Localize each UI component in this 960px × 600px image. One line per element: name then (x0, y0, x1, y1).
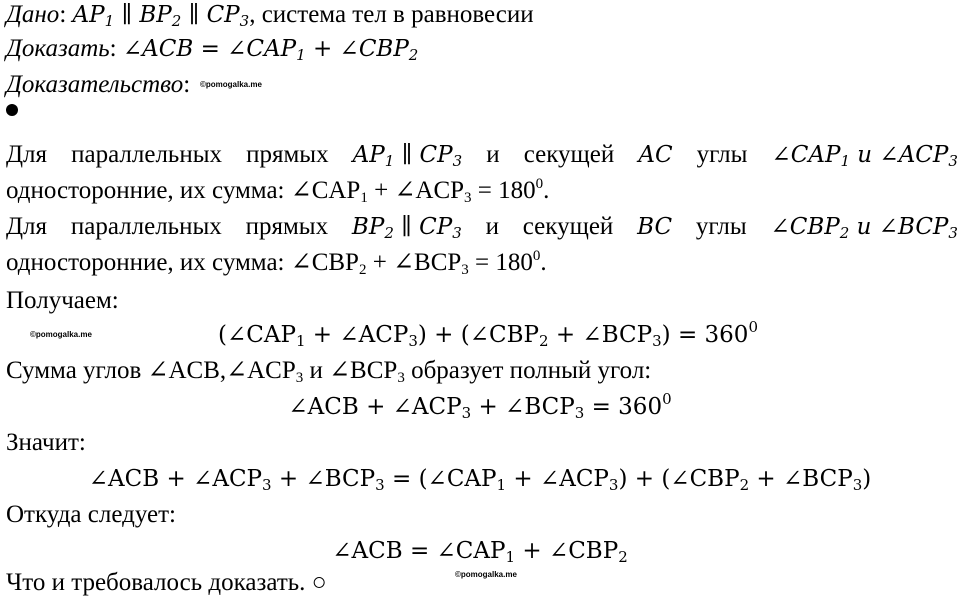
watermark-middle: ©pomogalka.me (30, 330, 92, 339)
p1-w4: и (486, 141, 500, 168)
given-label: Дано (6, 1, 60, 28)
p2-w8: $\angle CBP_2$ и $\angle BCP_3$ (770, 214, 958, 242)
para2-line2: односторонние, их сумма: $\angle CBP_2$ + $\angle BCP_3 = 180^0$. (6, 248, 547, 278)
given-line: Дано: $AP_1$ ∥ $BP_2$ ∥ $CP_3$, система тел в равновесии (6, 1, 534, 30)
para1-line2: односторонние, их сумма: $\angle CAP_1$ + $\angle ACP_3 = 180^0$. (6, 176, 550, 206)
p1-w0: Для (6, 141, 48, 168)
qed-line: Что и требовалось доказать. ○ (6, 569, 327, 596)
p1-w6: AC (638, 142, 673, 168)
p2-w0: Для (6, 213, 48, 240)
equation-3: ∠ACB + $\angle ACP_3$ + $\angle BCP_3$ = ($\angle CAP_1$ + $\angle ACP_3$) + ($\angle CBP_2$ + $\angle BCP_3$) (88, 466, 872, 494)
p2-w4: и (485, 213, 499, 240)
p2-w7: углы (695, 213, 747, 240)
equation-2: ∠ACB + $\angle ACP_3$ + $\angle BCP_3 = 360^0$ (288, 390, 672, 422)
p2-w2: прямых (245, 213, 329, 240)
p1-w1: параллельных (71, 141, 223, 168)
p1-w8: $\angle CAP_1$ и $\angle ACP_3$ (771, 142, 958, 170)
p1-w2: прямых (246, 141, 329, 168)
p1-w7: углы (696, 141, 748, 168)
bullet (6, 104, 18, 116)
prove-line: Доказать: ∠ACB = $\angle CAP_1$ + $\angle CBP_2$ (6, 35, 419, 64)
sum-line: Сумма углов $\angle ACB,\angle ACP_3$ и $\angle BCP_3$ образует полный угол: (6, 357, 652, 386)
p1-w5: секущей (523, 141, 615, 168)
p2-w1: параллельных (70, 213, 222, 240)
follows-line: Откуда следует: (6, 501, 176, 528)
para1-line1 (6, 140, 958, 170)
given-math: $AP_1$ ∥ $BP_2$ ∥ $CP_3$ (72, 2, 250, 30)
equation-4: ∠ACB = $\angle CAP_1$ + $\angle CBP_2$ (332, 538, 628, 566)
p2-w5: секущей (522, 213, 614, 240)
prove-math: ∠ACB = $\angle CAP_1$ + $\angle CBP_2$ (122, 36, 419, 64)
equation-1: ($\angle CAP_1$ + $\angle ACP_3$) + ($\angle CBP_2$ + $\angle BCP_3) = 360^0$ (218, 318, 758, 350)
proof-label: Доказательство (6, 71, 184, 98)
p1-w3: $AP_1$ ∥ $CP_3$ (352, 142, 463, 170)
p2-w3: $BP_2$ ∥ $CP_3$ (351, 214, 462, 242)
watermark-bottom: ©pomogalka.me (455, 570, 517, 579)
prove-label: Доказать (6, 35, 110, 62)
get-line: Получаем: (6, 287, 119, 314)
p2-w6: BC (637, 214, 673, 240)
means-line: Значит: (6, 429, 86, 456)
para2-line1 (6, 212, 958, 242)
given-text: , система тел в равновесии (249, 1, 534, 28)
proof-line: Доказательство: (6, 71, 191, 98)
watermark-top: ©pomogalka.me (200, 80, 262, 89)
